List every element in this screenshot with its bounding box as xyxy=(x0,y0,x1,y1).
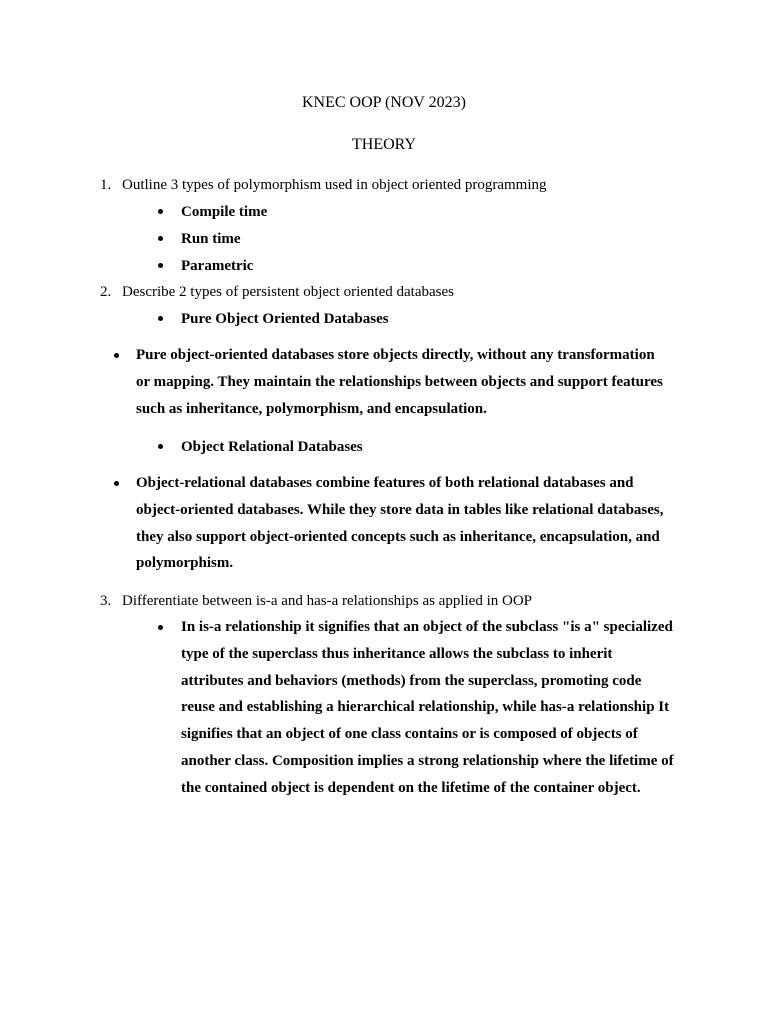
section-description xyxy=(136,342,676,422)
bullet-icon xyxy=(158,444,166,452)
text-line: another class. Composition implies a strong relationship where the lifetime of xyxy=(181,752,674,769)
section-heading: Object Relational Databases xyxy=(181,439,363,455)
text-line: reuse and establishing a hierarchical relationship, while has-a relationship It xyxy=(181,699,670,716)
question-number: 2. xyxy=(100,284,112,300)
text-line: such as inheritance, polymorphism, and encapsulation. xyxy=(136,400,487,417)
text-line: or mapping. They maintain the relationships between objects and support features xyxy=(136,373,663,390)
list-item: Compile time xyxy=(181,204,268,220)
text-line: polymorphism. xyxy=(136,555,234,572)
text-line: object-oriented databases. While they store data in tables like relational databases, xyxy=(136,501,664,518)
text-line: they also support object-oriented concepts such as inheritance, encapsulation, and xyxy=(136,528,660,545)
bullet-icon xyxy=(114,353,122,361)
bullet-icon xyxy=(158,236,166,244)
text-line: Pure object-oriented databases store objects directly, without any transformation xyxy=(136,347,655,363)
bullet-icon xyxy=(158,316,166,324)
section-description xyxy=(136,470,676,577)
text-line: type of the superclass thus inheritance allows the subclass to inherit xyxy=(181,645,613,662)
bullet-icon xyxy=(158,625,166,633)
document-title: KNEC OOP (NOV 2023) xyxy=(302,94,466,111)
list-item: Parametric xyxy=(181,258,254,274)
bullet-icon xyxy=(158,263,166,271)
text-line: In is-a relationship it signifies that an object of the subclass "is a" specialized xyxy=(181,619,673,635)
question-text: Describe 2 types of persistent object oriented databases xyxy=(122,284,454,300)
section-heading: Pure Object Oriented Databases xyxy=(181,311,389,327)
question-text: Differentiate between is-a and has-a relationships as applied in OOP xyxy=(122,593,533,609)
bullet-icon xyxy=(114,481,122,489)
text-line: signifies that an object of one class contains or is composed of objects of xyxy=(181,726,638,743)
answer-text xyxy=(181,614,681,802)
text-line: attributes and behaviors (methods) from the superclass, promoting code xyxy=(181,672,642,689)
bullet-icon xyxy=(158,209,166,217)
question-text: Outline 3 types of polymorphism used in object oriented programming xyxy=(122,177,547,193)
question-number: 1. xyxy=(100,177,112,193)
question-number: 3. xyxy=(100,593,112,609)
document-subtitle: THEORY xyxy=(352,136,416,153)
list-item: Run time xyxy=(181,231,241,247)
text-line: the contained object is dependent on the lifetime of the container object. xyxy=(181,779,641,796)
text-line: Object-relational databases combine features of both relational databases and xyxy=(136,475,634,491)
